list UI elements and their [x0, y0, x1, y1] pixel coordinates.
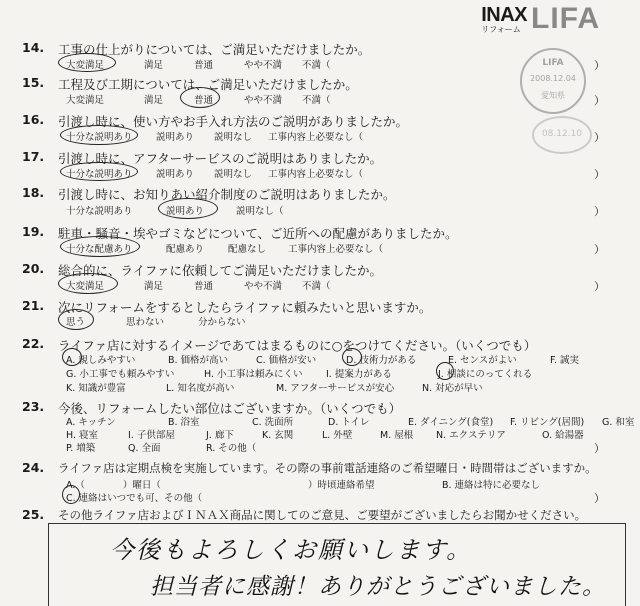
answer-circle: [62, 348, 82, 366]
inax-brand-sub: リフォーム: [481, 25, 521, 34]
answer-circle: [58, 273, 118, 294]
answer-circle: [60, 162, 138, 181]
answer-circle: [158, 198, 218, 219]
company-logo: [481, 4, 600, 34]
answer-circle: [342, 348, 362, 366]
handwritten-comment-2: 担当者に感謝！ありがとうございました。: [150, 574, 606, 600]
answer-circle: [62, 485, 80, 504]
date-stamp-top: LIFA 2008.12.04 愛知県: [520, 48, 586, 114]
answer-circle: [60, 236, 140, 257]
answer-circle: [58, 53, 116, 72]
handwritten-comment-1: 今後もよろしくお願いします。: [110, 536, 473, 564]
answer-circle: [58, 309, 94, 330]
answer-circle: [436, 362, 454, 380]
survey-page: INAX リフォーム LIFA LIFA 2008.12.04 愛知県 08.12.10 14. 工事の仕上がりについては、ご満足いただけましたか。 大変満足 満足 普通 やや不満 不満（ ） 15. 工程及び工期については、ご満足いただけましたか。 大変満足 満足 普通 やや不満 不満（ ） 16. 引渡し時に、使い方やお手入れ方法のご説明がありましたか。 十分な説明あり 説明あり 説明なし 工事内容上必要なし（ ） 17. 引渡し時に、アフターサービスのご説明はありましたか。 十分な説明あり 説明あり 説明なし 工事内容上必要なし（ ） 18. 引渡し時に、お知りあい紹介制度のご説明はありましたか。 十分な説明あり 説明あり 説明なし（ ） 19. 駐車・騒音・埃やゴミなどについて、ご近所への配慮がありましたか。 十分な配慮あり 配慮あり 配慮なし 工事内容上必要なし（ ） 20. 総合的に、ライファに依頼してご満足いただけましたか。 大変満足 満足 普通 やや不満 不満（ ） 21. 次にリフォームをするとしたらライファに頼みたいと思いますか。 思う 思わない 分からない 22. ライファ店に対するイメージであてはまるものに○をつけてください。（いくつでも） A. 親しみやすい B. 価格が高い C. 価格が安い D. 技術力がある E. センスがよい F. 誠実 G. 小工事でも頼みやすい H. 小工事は頼みにくい I. 提案力がある J. 相談にのってくれる K. 知識が豊富 L. 知名度が高い M. アフターサービスが安心 N. 対応が早い 23. 今後、リフォームしたい部位はございますか。（いくつでも） A. キッチン B. 浴室 C. 洗面所 D. トイレ E. ダイニング(食堂) F. リビング(居間) G. 和室 H. 寝室 I. 子供部屋 J. 廊下 K. 玄関 L. 外壁 M. 屋根 N. エクステリア O. 給湯器 P. 増築 Q. 全面 R. その他（ ） 24. ライファ店は定期点検を実施しています。その際の事前電話連絡のご希望曜日・時間帯はございますか。 A.（ ）曜日（ ）時頃連絡希望 B. 連絡は特に必要なし C. 連絡はいつでも可、その他（ ） 25. その他ライファ店およびＩＮＡＸ商品に関してのご意見、ご要望がございましたらお聞かせください。 今後もよろしくお願いします。 担当者に感謝！ありがとうございました。: [0, 0, 640, 605]
inax-brand: INAX: [481, 4, 527, 26]
date-stamp-mid: 08.12.10: [532, 116, 592, 154]
answer-circle: [60, 125, 138, 145]
answer-circle: [180, 87, 220, 108]
lifa-logo: LIFA: [531, 2, 600, 35]
